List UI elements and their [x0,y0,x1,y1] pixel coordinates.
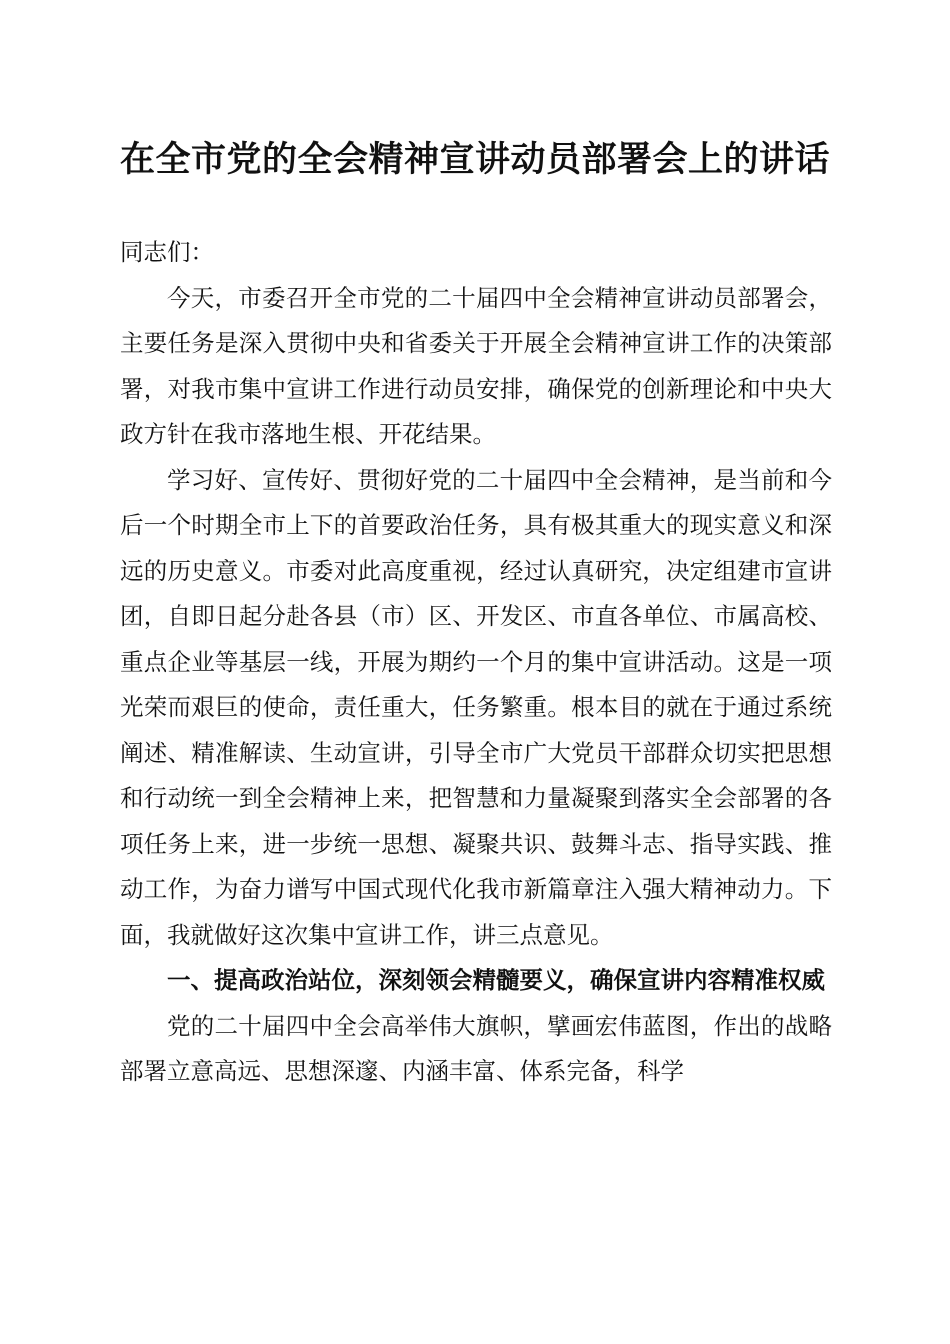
document-body [120,230,832,1095]
salutation: 同志们： [120,238,214,266]
section-paragraph: 党的二十届四中全会高举伟大旗帜，擘画宏伟蓝图，作出的战略部署立意高远、思想深邃、内涵丰富、体系完备，科学 [120,1011,832,1085]
document-title: 在全市党的全会精神宣讲动员部署会上的讲话 [119,139,830,180]
paragraph-significance: 学习好、宣传好、贯彻好党的二十届四中全会精神，是当前和今后一个时期全市上下的首要政治任务，具有极其重大的现实意义和深远的历史意义。市委对此高度重视，经过认真研究，决定组建市宣讲团，自即日起分赴各县（市）区、开发区、市直各单位、市属高校、重点企业等基层一线，开展为期约一个月的集中宣讲活动。这是一项光荣而艰巨的使命，责任重大，任务繁重。根本目的就在于通过系统阐述、精准解读、生动宣讲，引导全市广大党员干部群众切实把思想和行动统一到全会精神上来，把智慧和力量凝聚到落实全会部署的各项任务上来，进一步统一思想、凝聚共识、鼓舞斗志、指导实践、推动工作，为奋力谱写中国式现代化我市新篇章注入强大精神动力。下面，我就做好这次集中宣讲工作，讲三点意见。 [120,465,832,949]
paragraph-opening: 今天，市委召开全市党的二十届四中全会精神宣讲动员部署会，主要任务是深入贯彻中央和省委关于开展全会精神宣讲工作的决策部署，对我市集中宣讲工作进行动员安排，确保党的创新理论和中央大政方针在我市落地生根、开花结果。 [120,283,832,448]
section-heading: 一、提高政治站位，深刻领会精髓要义，确保宣讲内容精准权威 [167,966,825,994]
